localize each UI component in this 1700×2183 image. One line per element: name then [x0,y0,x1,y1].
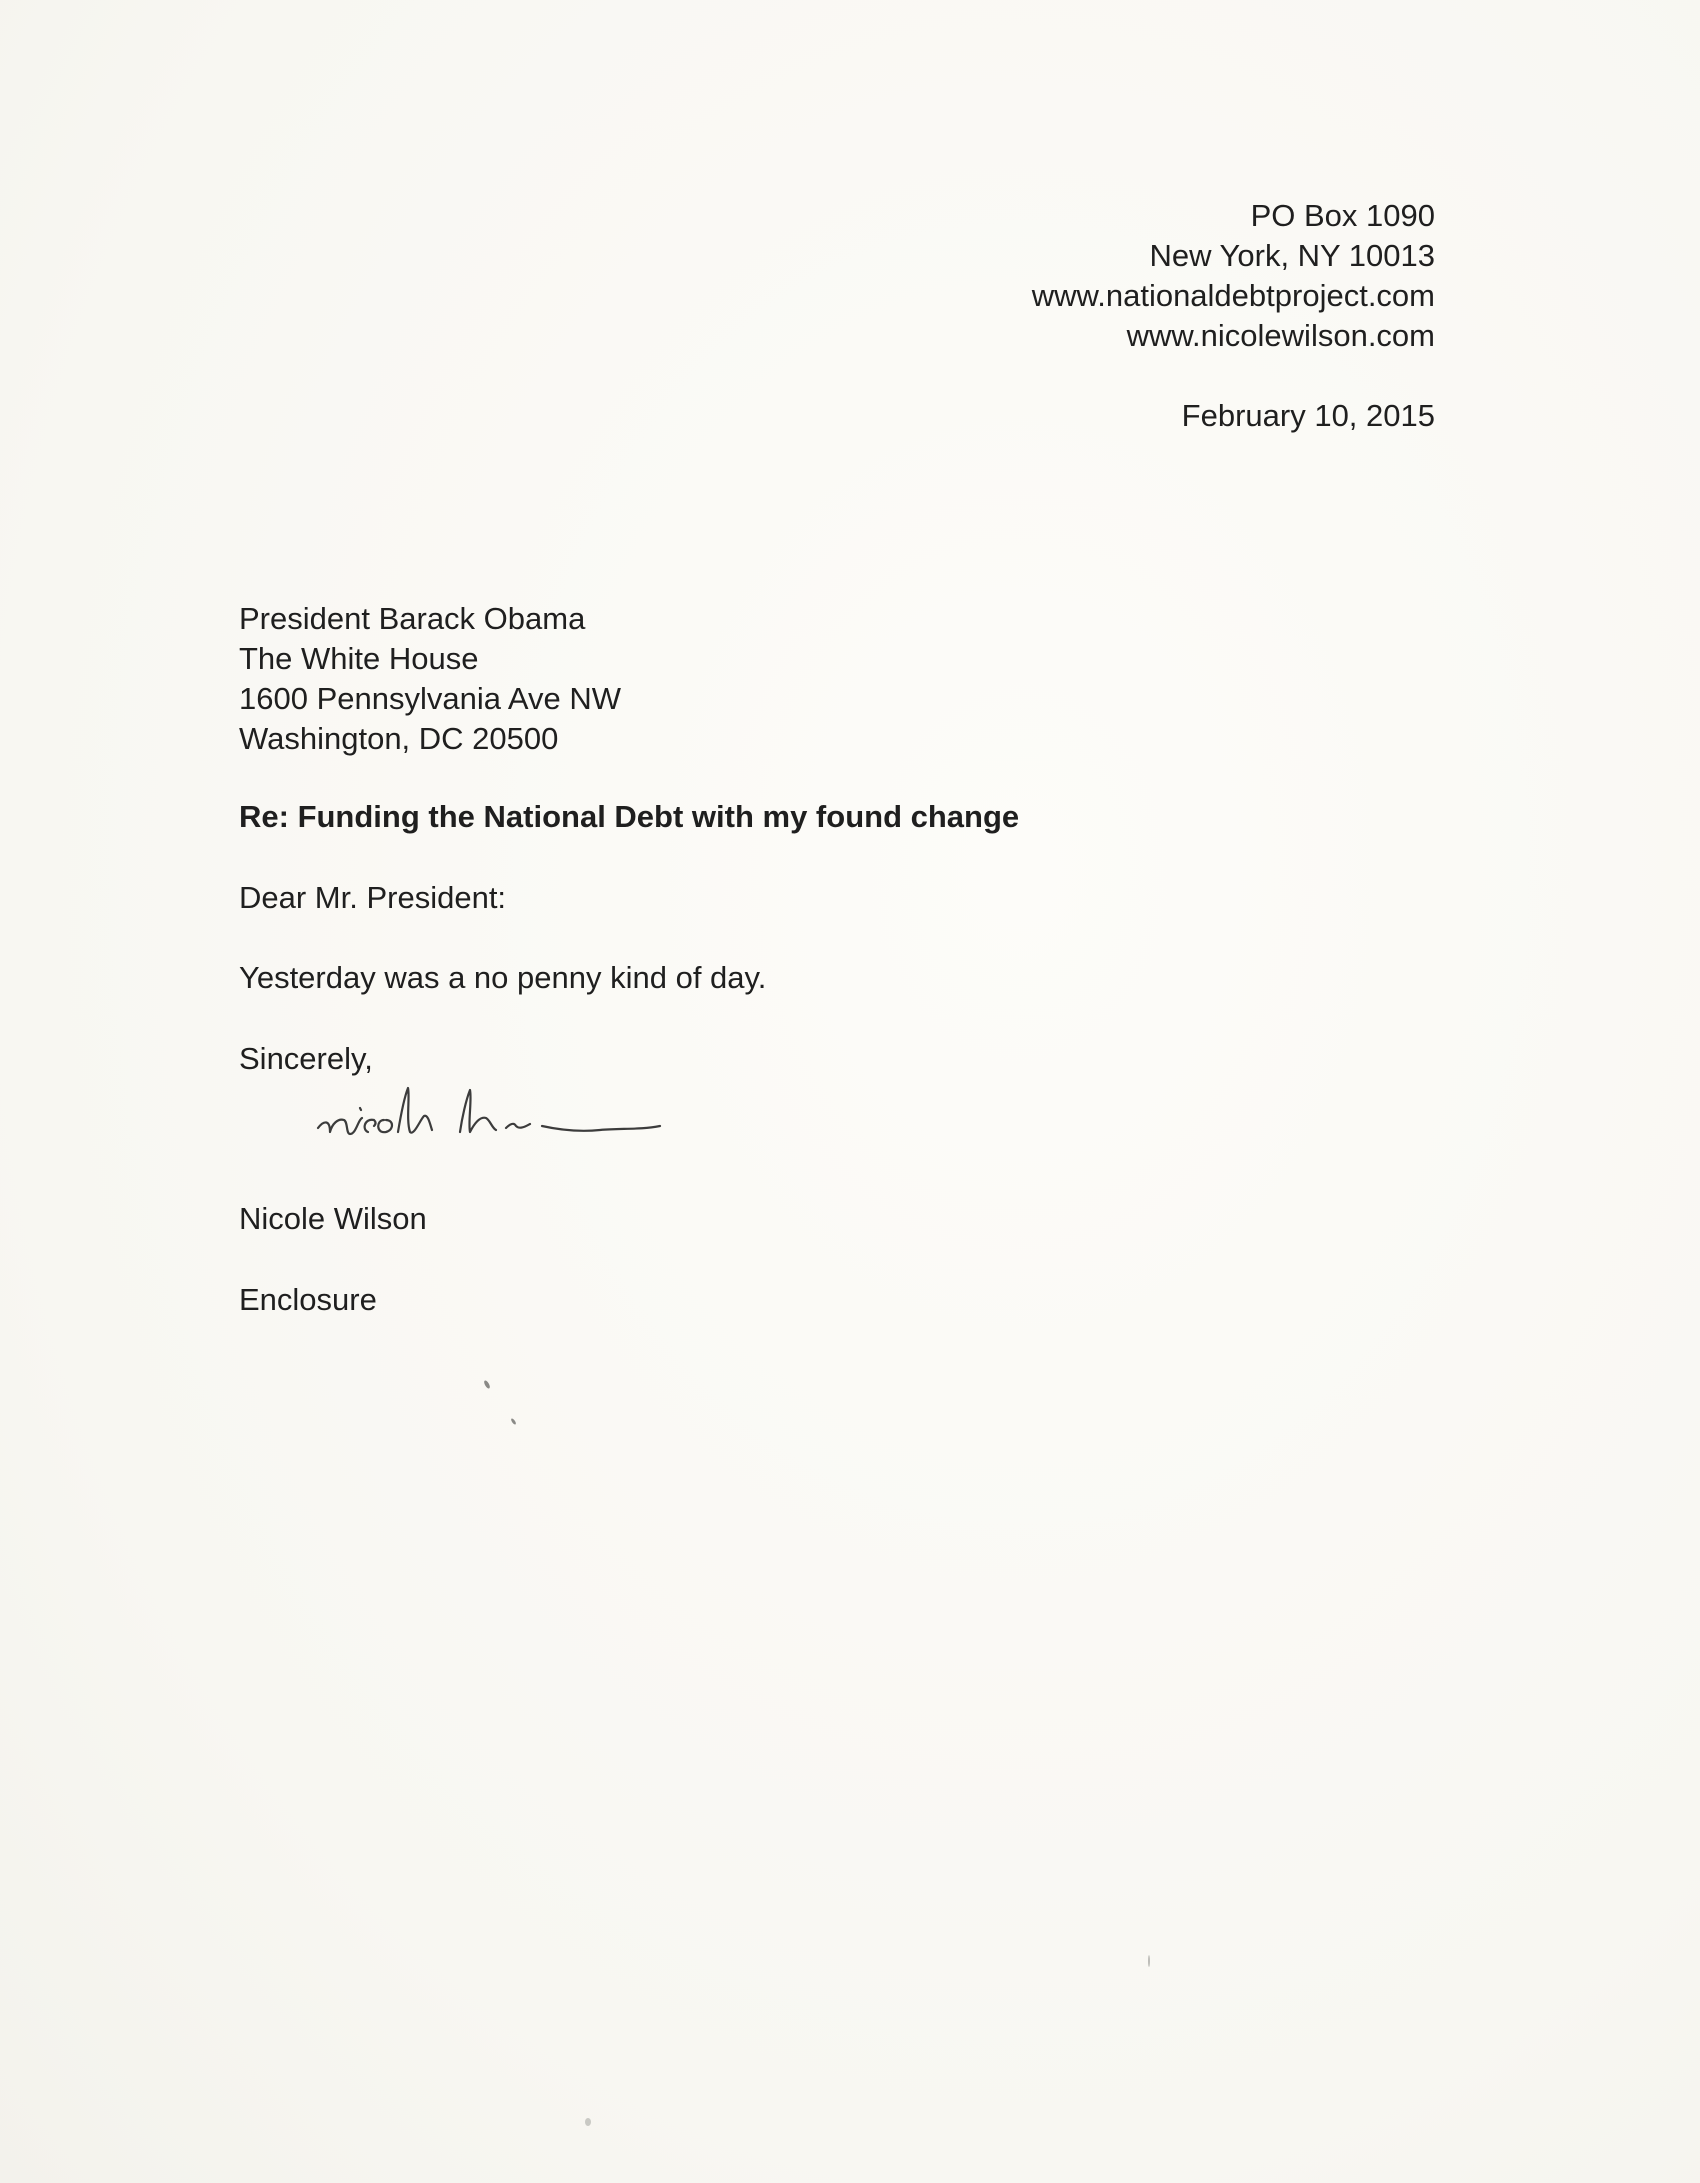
recipient-street: 1600 Pennsylvania Ave NW [239,681,621,716]
sender-website-personal: www.nicolewilson.com [1126,318,1435,353]
handwritten-signature-icon [310,1080,680,1160]
salutation: Dear Mr. President: [239,880,507,915]
sender-po-box: PO Box 1090 [1250,198,1435,233]
letter-body: Yesterday was a no penny kind of day. [239,960,767,995]
paper-speck [585,2118,591,2126]
subject-line: Re: Funding the National Debt with my found change [239,799,1020,834]
letter-date: February 10, 2015 [1181,398,1435,433]
closing: Sincerely, [239,1041,373,1076]
sender-city-state-zip: New York, NY 10013 [1149,238,1435,273]
recipient-building: The White House [239,641,479,676]
recipient-name: President Barack Obama [239,601,586,636]
signer-name: Nicole Wilson [239,1201,427,1236]
sender-website-project: www.nationaldebtproject.com [1031,278,1435,313]
sender-address [875,196,1435,356]
enclosure-note: Enclosure [239,1282,377,1317]
paper-speck [1148,1955,1150,1967]
recipient-city-state-zip: Washington, DC 20500 [239,721,559,756]
recipient-address [239,599,939,759]
